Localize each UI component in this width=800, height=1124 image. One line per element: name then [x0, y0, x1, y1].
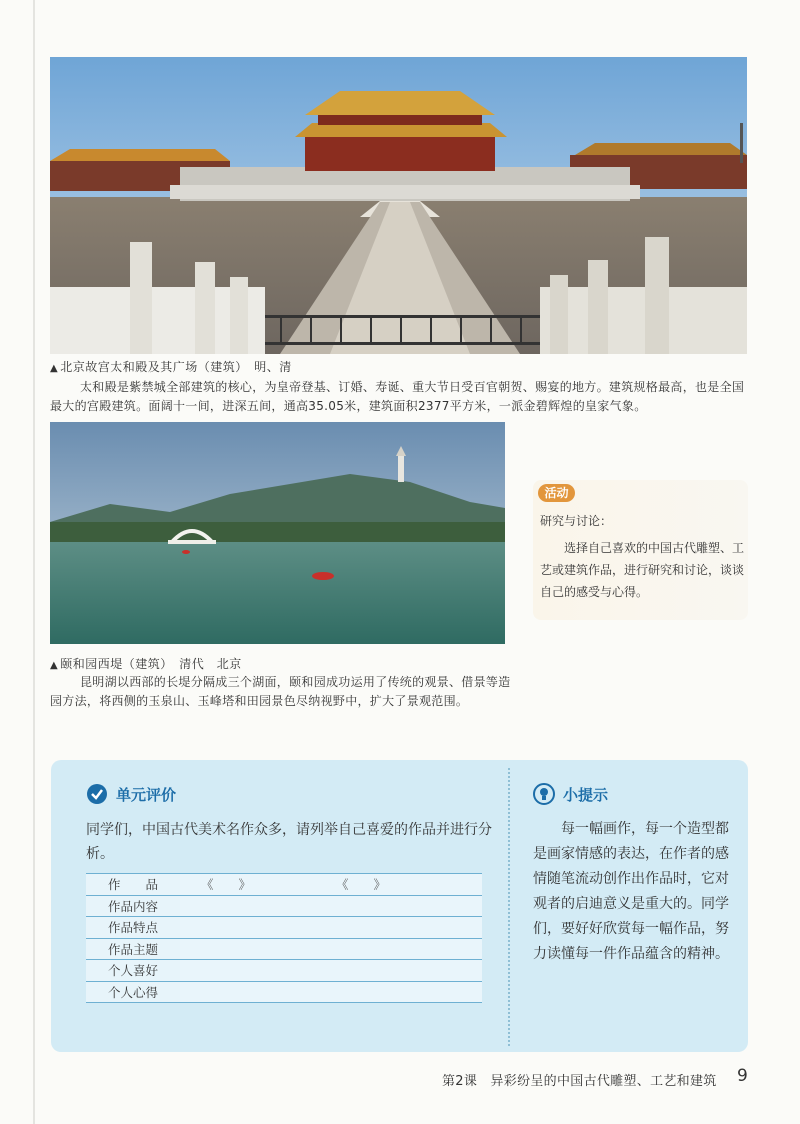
- row-label: 个人心得: [86, 981, 180, 1003]
- palace-photo: [50, 57, 747, 354]
- lightbulb-icon: [533, 783, 555, 805]
- row-value[interactable]: [180, 917, 482, 939]
- activity-text: 选择自己喜欢的中国古代雕塑、工艺或建筑作品，进行研究和讨论，谈谈自己的感受与心得。: [540, 541, 745, 599]
- summer-palace-photo: [50, 422, 505, 644]
- photo1-caption-text: 太和殿是紫禁城全部建筑的核心，为皇帝登基、订婚、寿诞、重大节日受百官朝贺、赐宴的地方。建筑规格最高，也是全国最大的宫殿建筑。面阔十一间，进深五间，通高35.05米，建筑面积2377平方米，一派金碧辉煌的皇家气象。: [50, 380, 745, 413]
- evaluation-title: 单元评价: [116, 785, 177, 804]
- page-number: 9: [737, 1066, 748, 1086]
- evaluation-intro: 同学们，中国古代美术名作众多，请列举自己喜爱的作品并进行分析。: [86, 822, 492, 862]
- activity-subtitle: 研究与讨论：: [540, 514, 613, 528]
- row-label: 作品特点: [86, 917, 180, 939]
- table-row: [86, 895, 482, 917]
- page-edge: [33, 0, 35, 1124]
- footer-lesson-title: 第2课 异彩纷呈的中国古代雕塑、工艺和建筑: [442, 1074, 717, 1089]
- evaluation-table: [86, 873, 482, 1003]
- row-label: 个人喜好: [86, 960, 180, 982]
- row-value[interactable]: [180, 895, 482, 917]
- table-row: [86, 938, 482, 960]
- tip-text: 每一幅画作，每一个造型都是画家情感的表达，在作者的感情随笔流动创作出作品时，它对观者的启迪意义是重大的。同学们，要好好欣赏每一幅作品，努力读懂每一件作品蕴含的精神。: [533, 821, 729, 962]
- panel-divider: [508, 768, 510, 1046]
- row-value[interactable]: [180, 960, 482, 982]
- evaluation-check-icon: [86, 783, 108, 805]
- table-row: [86, 960, 482, 982]
- row-label: 作 品: [86, 874, 180, 896]
- row-label: 作品主题: [86, 938, 180, 960]
- photo2-caption-text: 昆明湖以西部的长堤分隔成三个湖面，颐和园成功运用了传统的观景、借景等造园方法，将西侧的玉泉山、玉峰塔和田园景色尽纳视野中，扩大了景观范围。: [50, 675, 511, 708]
- work-title-2: 《 》: [335, 877, 386, 893]
- row-value[interactable]: [180, 938, 482, 960]
- table-row: [86, 917, 482, 939]
- triangle-marker-icon: ▲: [50, 660, 59, 671]
- table-row: [86, 981, 482, 1003]
- row-label: 作品内容: [86, 895, 180, 917]
- activity-badge: 活动: [538, 484, 575, 502]
- evaluation-header: [86, 783, 176, 805]
- photo2-caption-title: ▲ 颐和园西堤（建筑） 清代 北京: [50, 657, 242, 671]
- tip-title: 小提示: [563, 785, 609, 804]
- triangle-marker-icon: ▲: [50, 363, 59, 374]
- photo1-caption-title: ▲ 北京故宫太和殿及其广场（建筑） 明、清: [50, 360, 292, 374]
- work-title-1: 《 》: [200, 877, 251, 893]
- table-row: [86, 874, 482, 896]
- row-value[interactable]: [180, 981, 482, 1003]
- tip-header: [533, 783, 608, 805]
- row-value[interactable]: [180, 874, 482, 896]
